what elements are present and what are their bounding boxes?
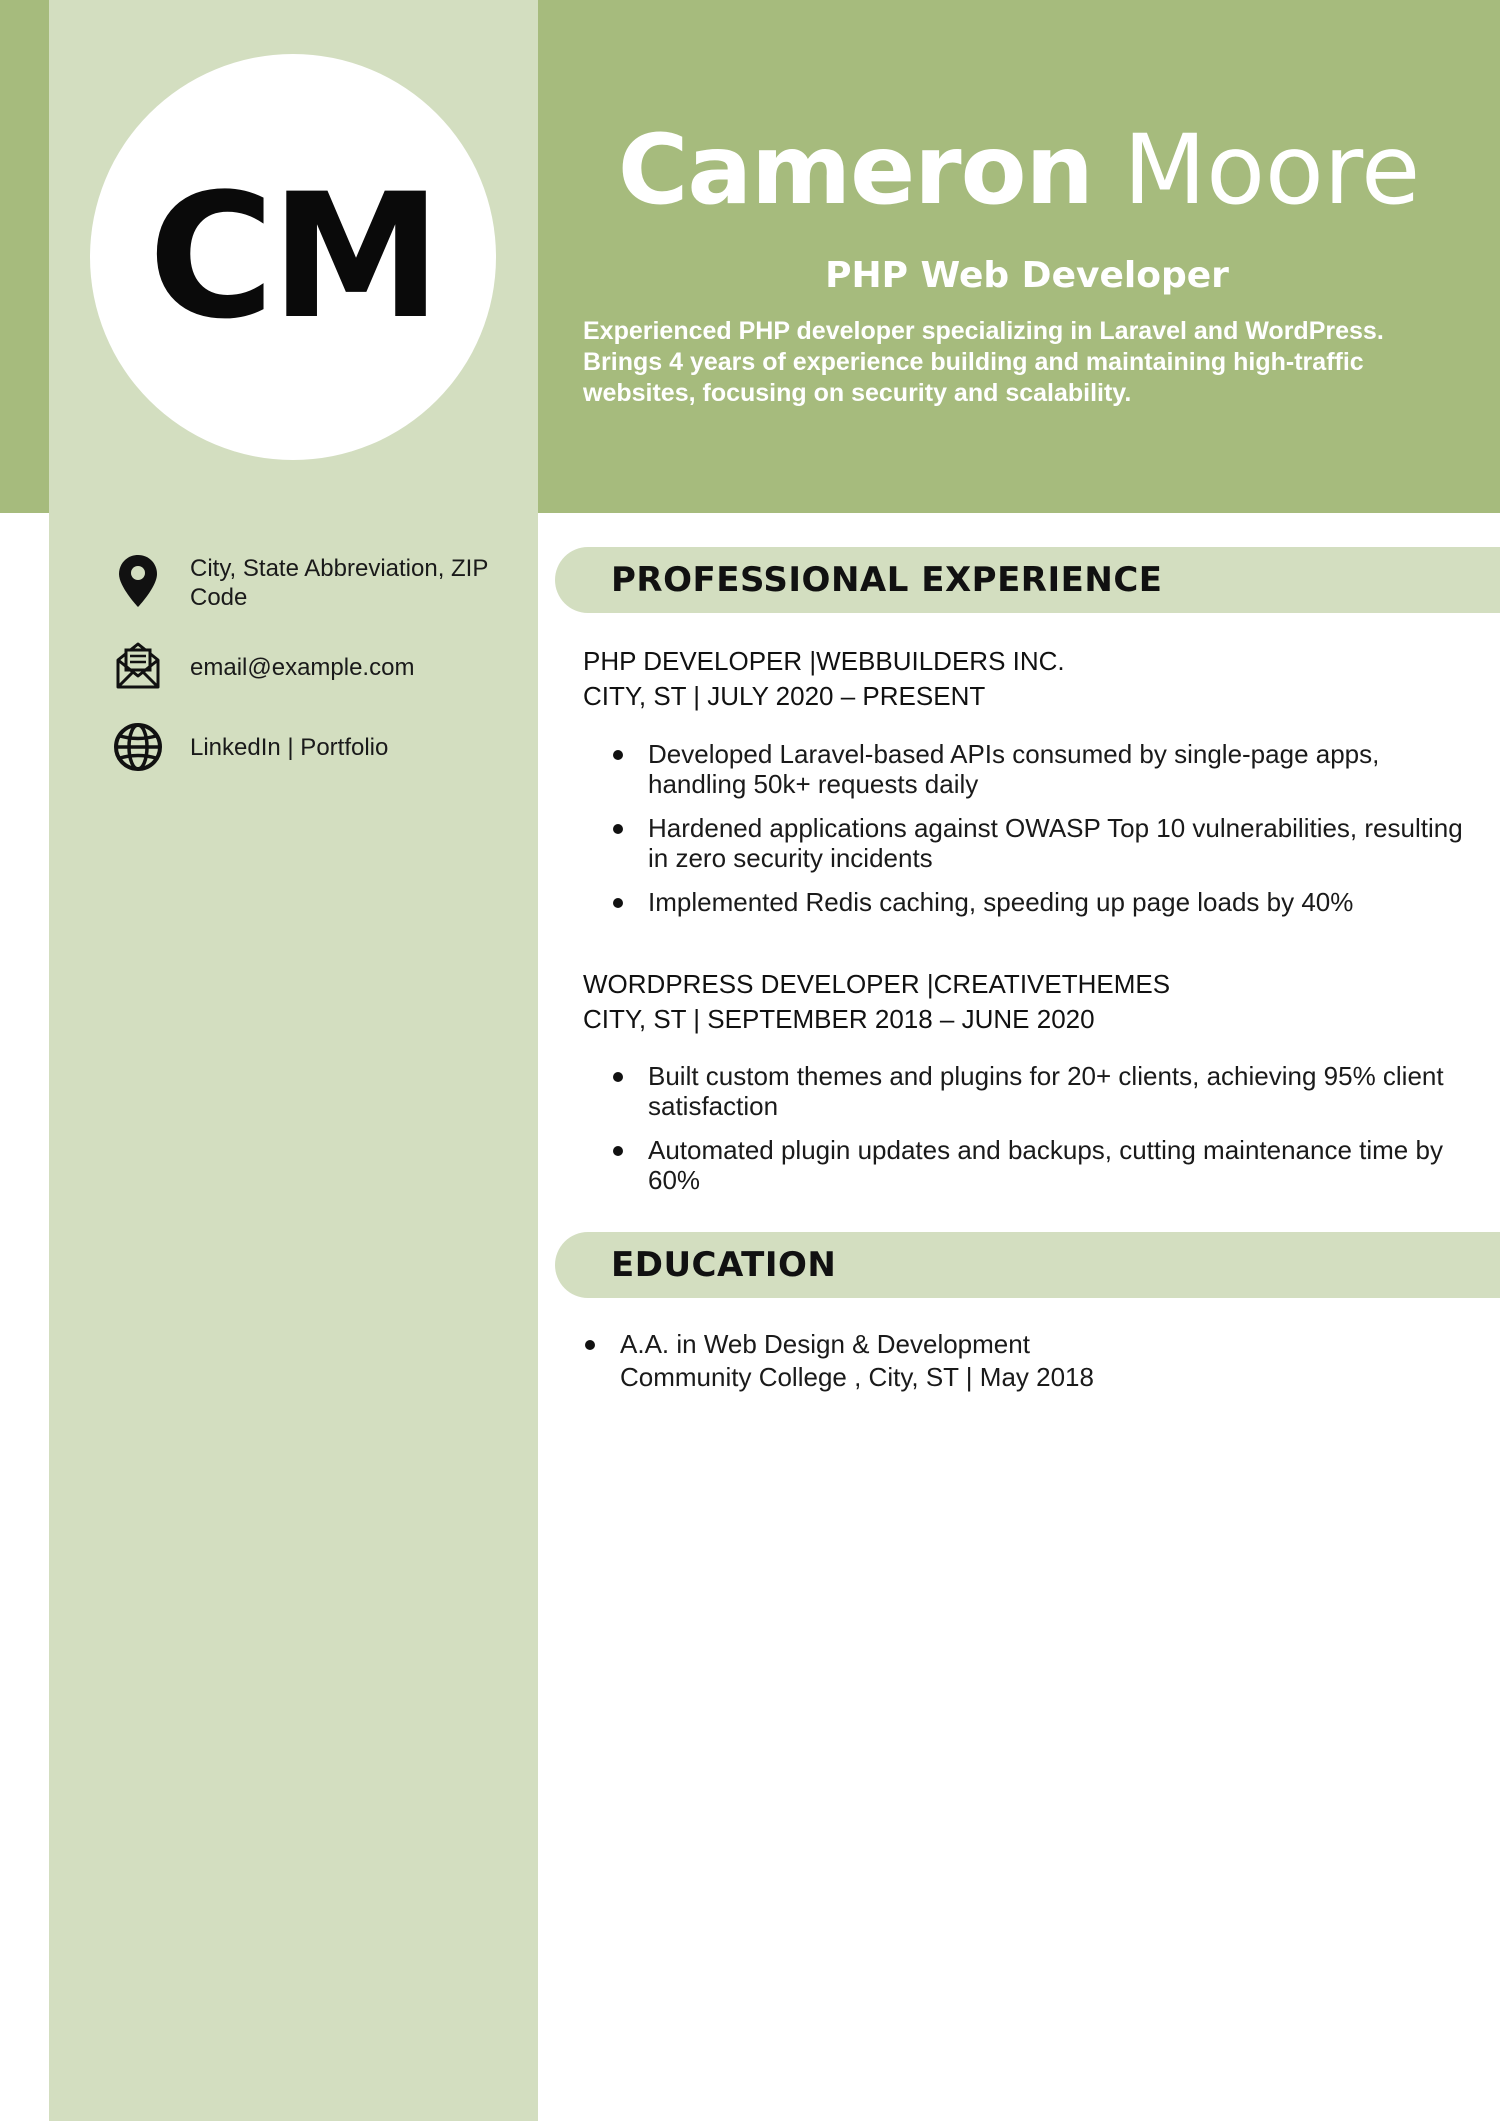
job-1-bullet: Hardened applications against OWASP Top 10 vulnerabilities, resulting in zero security incidents [583,813,1463,873]
job-2-title: WORDPRESS DEVELOPER [583,969,927,999]
job-1-meta: CITY, ST | JULY 2020 – PRESENT [583,681,986,711]
envelope-icon [112,640,164,692]
job-2-meta: CITY, ST | SEPTEMBER 2018 – JUNE 2020 [583,1004,1095,1034]
job-1-heading [583,645,1065,678]
job-2-heading [583,968,1170,1001]
job-2-bullets [583,1061,1463,1209]
job-2-bullet: Automated plugin updates and backups, cutting maintenance time by 60% [583,1135,1463,1195]
job-1-title: PHP DEVELOPER [583,646,810,676]
contact-web [112,722,520,774]
education-section-bar [555,1232,1500,1298]
monogram-circle [90,54,496,460]
education-bullet [585,1340,595,1350]
last-name: Moore [1123,114,1421,226]
web-links-text: LinkedIn | Portfolio [190,734,389,761]
experience-heading: PROFESSIONAL EXPERIENCE [611,560,1163,600]
job-1-separator: | [809,646,817,676]
globe-icon [112,722,164,774]
education-heading: EDUCATION [611,1245,837,1285]
location-text: City, State Abbreviation, ZIP Code [190,555,488,611]
profile-summary: Experienced PHP developer specializing in Laravel and WordPress. Brings 4 years of experience building and maintaining high-traffic websites, focusing on security and scalability. [583,317,1384,407]
candidate-name [538,114,1500,226]
location-pin-icon [112,554,164,606]
job-1-company: WEBBUILDERS INC. [816,646,1065,676]
job-2-bullet: Built custom themes and plugins for 20+ clients, achieving 95% client satisfaction [583,1061,1463,1121]
job-1-bullets [583,739,1463,931]
education-item [583,1328,1463,1394]
first-name: Cameron [617,114,1093,226]
contact-email [112,640,520,692]
job-2-company: CREATIVETHEMES [933,969,1171,999]
job-1-bullet: Developed Laravel-based APIs consumed by single-page apps, handling 50k+ requests daily [583,739,1463,799]
experience-section-bar [555,547,1500,613]
education-detail: Community College , City, ST | May 2018 [620,1362,1094,1392]
email-text: email@example.com [190,654,415,681]
education-degree: A.A. in Web Design & Development [620,1329,1030,1359]
job-title: PHP Web Developer [825,255,1229,296]
job-1-bullet: Implemented Redis caching, speeding up page loads by 40% [583,887,1463,917]
monogram: CM [148,156,438,357]
job-2-separator: | [926,969,934,999]
contact-location [112,554,520,612]
